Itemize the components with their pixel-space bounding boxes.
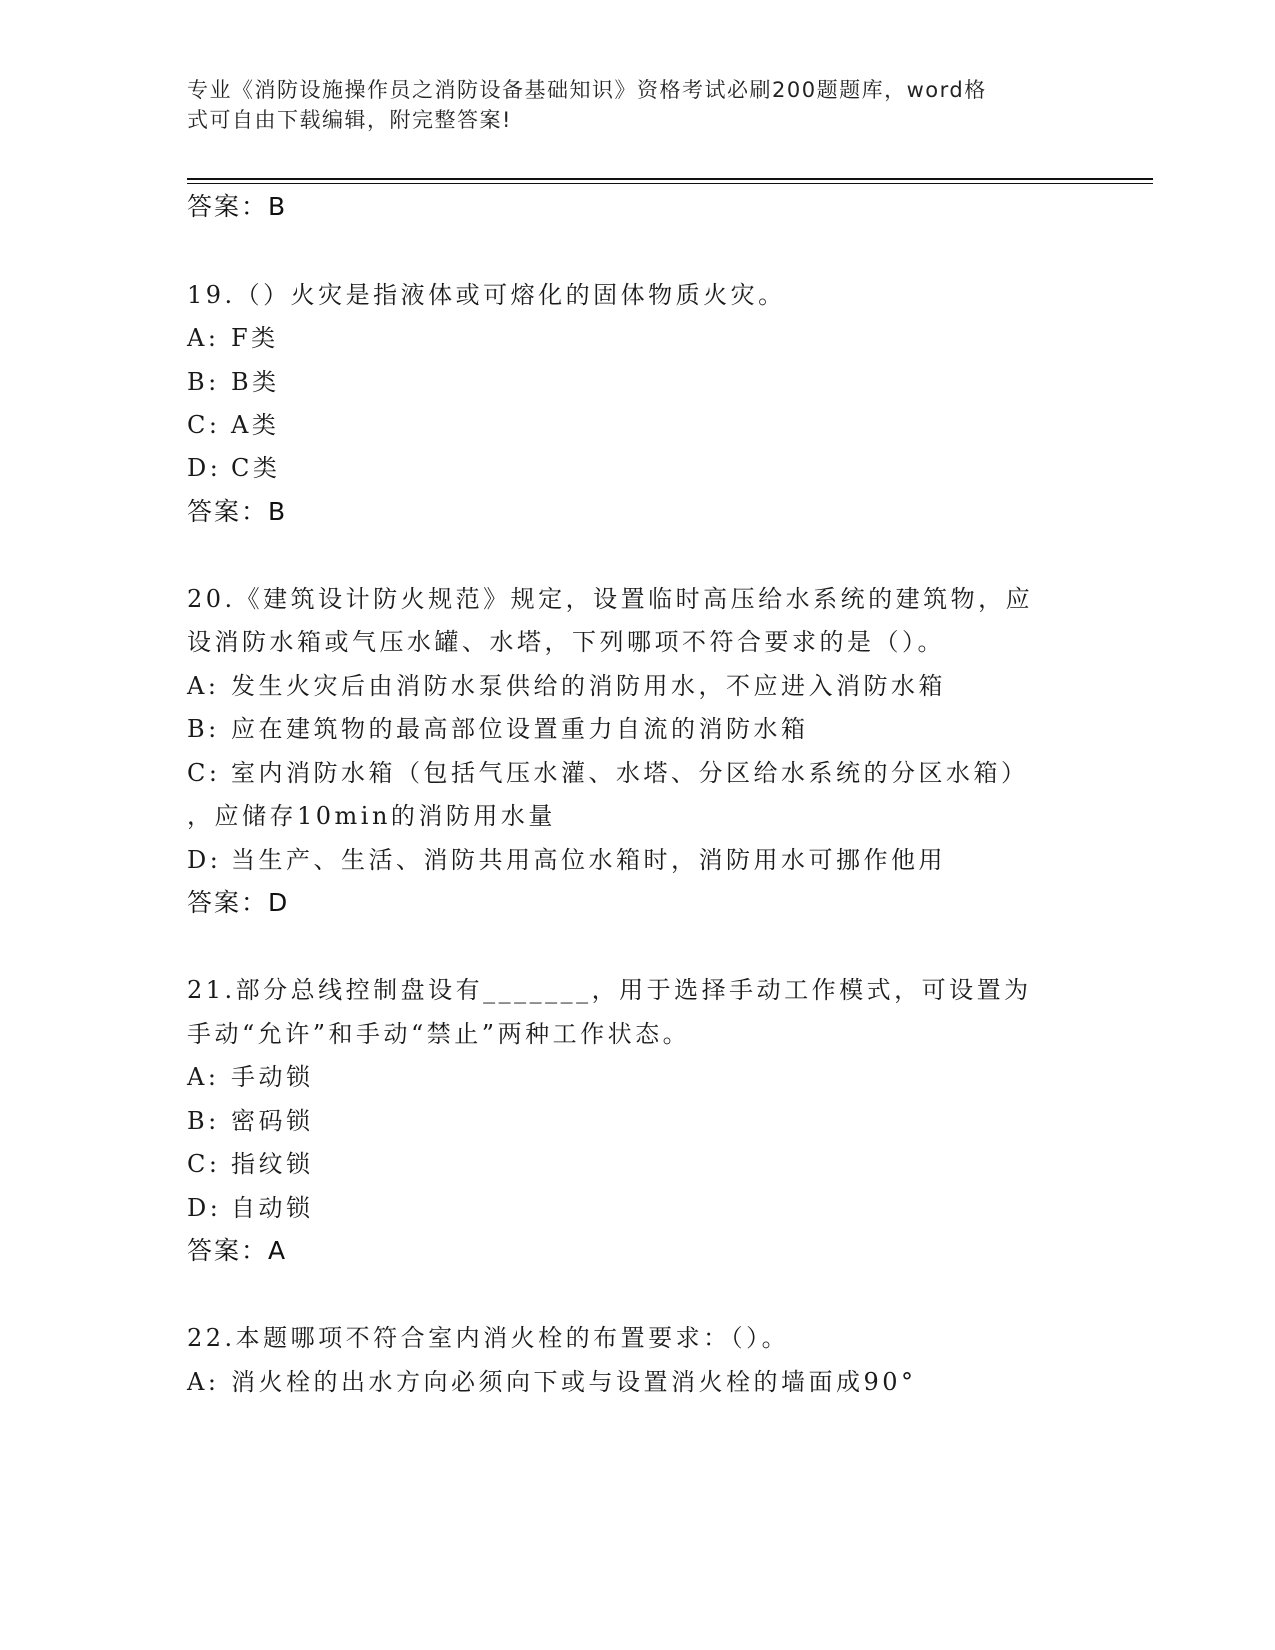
question-21-option-b — [187, 1106, 314, 1136]
option-text: 指纹锁 — [231, 1150, 314, 1178]
option-text: A类 — [231, 411, 280, 439]
option-letter: A: — [187, 1368, 220, 1396]
question-19-stem: 19.（）火灾是指液体或可熔化的固体物质火灾。 — [187, 281, 786, 309]
option-text: 密码锁 — [231, 1107, 314, 1135]
question-21-option-a — [187, 1062, 314, 1092]
question-22-option-a — [187, 1367, 917, 1397]
option-letter: D: — [187, 1194, 222, 1222]
option-text: B类 — [231, 368, 280, 396]
question-20-option-c — [187, 758, 1029, 788]
option-letter: D: — [187, 846, 222, 874]
question-20-option-b — [187, 714, 809, 744]
question-20-stem-line-1: 20.《建筑设计防火规范》规定，设置临时高压给水系统的建筑物，应 — [187, 585, 1034, 613]
option-text: 自动锁 — [231, 1194, 314, 1222]
question-20-option-c-continued — [187, 801, 556, 831]
option-text: 发生火灾后由消防水泵供给的消防用水，不应进入消防水箱 — [231, 672, 946, 700]
header-line-2: 式可自由下载编辑，附完整答案! — [187, 108, 512, 132]
question-21-option-c — [187, 1149, 314, 1179]
option-text: ，应储存10min的消防用水量 — [187, 802, 556, 830]
question-20-stem-line-2: 设消防水箱或气压水罐、水塔，下列哪项不符合要求的是（）。 — [187, 628, 945, 656]
question-22-stem: 22.本题哪项不符合室内消火栓的布置要求：（）。 — [187, 1324, 790, 1352]
header-line-1: 专业《消防设施操作员之消防设备基础知识》资格考试必刷200题题库，word格 — [187, 78, 987, 102]
option-text: 室内消防水箱（包括气压水灌、水塔、分区给水系统的分区水箱） — [231, 759, 1029, 787]
option-letter: A: — [187, 1063, 220, 1091]
option-letter: C: — [187, 759, 221, 787]
option-letter: B: — [187, 715, 220, 743]
option-text: F类 — [231, 324, 279, 352]
option-text: 应在建筑物的最高部位设置重力自流的消防水箱 — [231, 715, 809, 743]
option-text: C类 — [231, 454, 281, 482]
option-text: 消火栓的出水方向必须向下或与设置消火栓的墙面成90° — [231, 1368, 917, 1396]
question-20-option-a — [187, 671, 946, 701]
question-21-answer: 答案：A — [187, 1236, 288, 1265]
question-20-option-d — [187, 845, 946, 875]
question-19-option-d — [187, 453, 280, 483]
question-21-stem-line-1: 21.部分总线控制盘设有_______，用于选择手动工作模式，可设置为 — [187, 976, 1032, 1004]
question-21-stem-line-2: 手动“允许”和手动“禁止”两种工作状态。 — [187, 1020, 691, 1048]
option-letter: A: — [187, 324, 220, 352]
option-letter: C: — [187, 1150, 221, 1178]
question-19-option-b — [187, 367, 280, 397]
question-19-option-a — [187, 323, 279, 353]
option-letter: D: — [187, 454, 222, 482]
option-text: 手动锁 — [231, 1063, 314, 1091]
header-divider — [187, 178, 1153, 180]
document-header — [187, 75, 1067, 135]
option-letter: B: — [187, 368, 220, 396]
question-19-option-c — [187, 410, 279, 440]
header-divider-thin — [187, 183, 1153, 184]
option-letter: C: — [187, 411, 221, 439]
question-19-answer: 答案：B — [187, 497, 288, 526]
question-20-answer: 答案：D — [187, 888, 290, 917]
option-letter: A: — [187, 672, 220, 700]
answer-previous: 答案：B — [187, 192, 288, 221]
option-text: 当生产、生活、消防共用高位水箱时，消防用水可挪作他用 — [231, 846, 946, 874]
question-21-option-d — [187, 1193, 314, 1223]
option-letter: B: — [187, 1107, 220, 1135]
